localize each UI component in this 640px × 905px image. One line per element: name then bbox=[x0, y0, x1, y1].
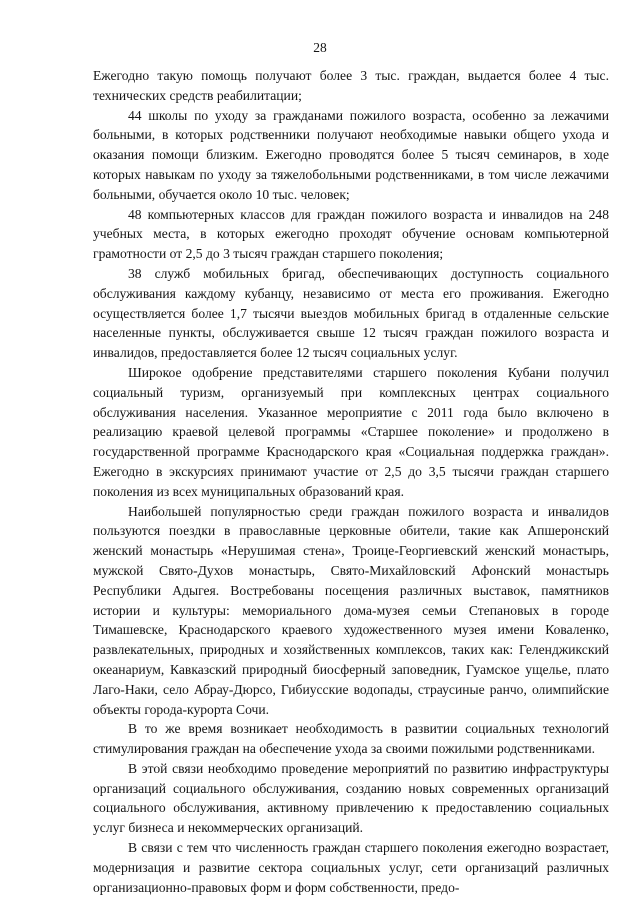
paragraph-computer-classes: 48 компьютерных классов для граждан пожилого возраста и инвалидов на 248 учебных места, в которых ежегодно проходят обучение основам компьютерной грамотности от 2,5 до 3 тысяч граждан старшего поколения; bbox=[93, 206, 609, 262]
paragraph-mobile-brigades: 38 служб мобильных бригад, обеспечивающих доступность социального обслуживания каждому кубанцу, независимо от места его проживания. Ежегодно осуществляется более 1,7 тысячи выездов мобильных бригад в отдаленные сельские населенные пункты, обслуживается свыше 12 тысяч граждан пожилого возраста и инвалидов, предоставляется более 12 тысяч социальных услуг. bbox=[93, 265, 609, 361]
paragraph-population-growth: В связи с тем что численность граждан старшего поколения ежегодно возрастает, модернизация и развитие сектора социальных услуг, сети организаций различных организационно-правовых форм и форм собственности, предо- bbox=[93, 840, 609, 895]
paragraph-infrastructure: В этой связи необходимо проведение мероприятий по развитию инфраструктуры организаций социального обслуживания, созданию новых современных организаций социального обслуживания, активному привлечению к предоставлению социальных услуг бизнеса и некоммерческих организаций. bbox=[93, 760, 609, 836]
paragraph-social-technologies: В то же время возникает необходимость в развитии социальных технологий стимулирования граждан на обеспечение ухода за своими пожилыми родственниками. bbox=[93, 721, 609, 757]
paragraph-assistive-devices: Ежегодно такую помощь получают более 3 тыс. граждан, выдается более 4 тыс. технических средств реабилитации; bbox=[93, 68, 609, 103]
paragraph-care-schools: 44 школы по уходу за гражданами пожилого возраста, особенно за лежачими больными, в которых родственники получают необходимые навыки общего ухода и оказания помощи близким. Ежегодно проводятся более 5 тысяч семинаров, в ходе которых навыкам по уходу за тяжелобольными родственниками, в том числе лежачими больными, обучается около 10 тыс. человек; bbox=[93, 107, 609, 202]
paragraph-social-tourism: Широкое одобрение представителями старшего поколения Кубани получил социальный туризм, организуемый при комплексных центрах социального обслуживания населения. Указанное мероприятие с 2011 года было включено в реализацию краевой целевой программы «Старшее поколение» и продолжено в государственной программе Краснодарского края «Социальная поддержка граждан». Ежегодно в экскурсиях принимают участие от 2,5 до 3,5 тысячи граждан старшего поколения из всех муниципальных образований края. bbox=[93, 364, 609, 499]
paragraph-popular-trips: Наибольшей популярностью среди граждан пожилого возраста и инвалидов пользуются поездки в православные церковные обители, такие как Апшеронский женский монастырь «Нерушимая стена», Троице-Георгиевский женский монастырь, мужской Свято-Духов монастырь, Свято-Михайловский Афонский монастырь Республики Адыгея. Востребованы посещения различных выставок, памятников истории и культуры: мемориального дома-музея семьи Степановых в городе Тимашевске, Краснодарского краевого художественного музея имени Коваленко, развлекательных, природных и хозяйственных комплексов, таких как: Геленджикский океанариум, Кавказский природный биосферный заповедник, Гуамское ущелье, плато Лаго-Наки, село Абрау-Дюрсо, Гибиусские водопады, страусиные ранчо, олимпийские объекты города-курорта Сочи. bbox=[93, 503, 609, 717]
page-number: 28 bbox=[313, 40, 327, 55]
body-text bbox=[93, 66, 609, 897]
